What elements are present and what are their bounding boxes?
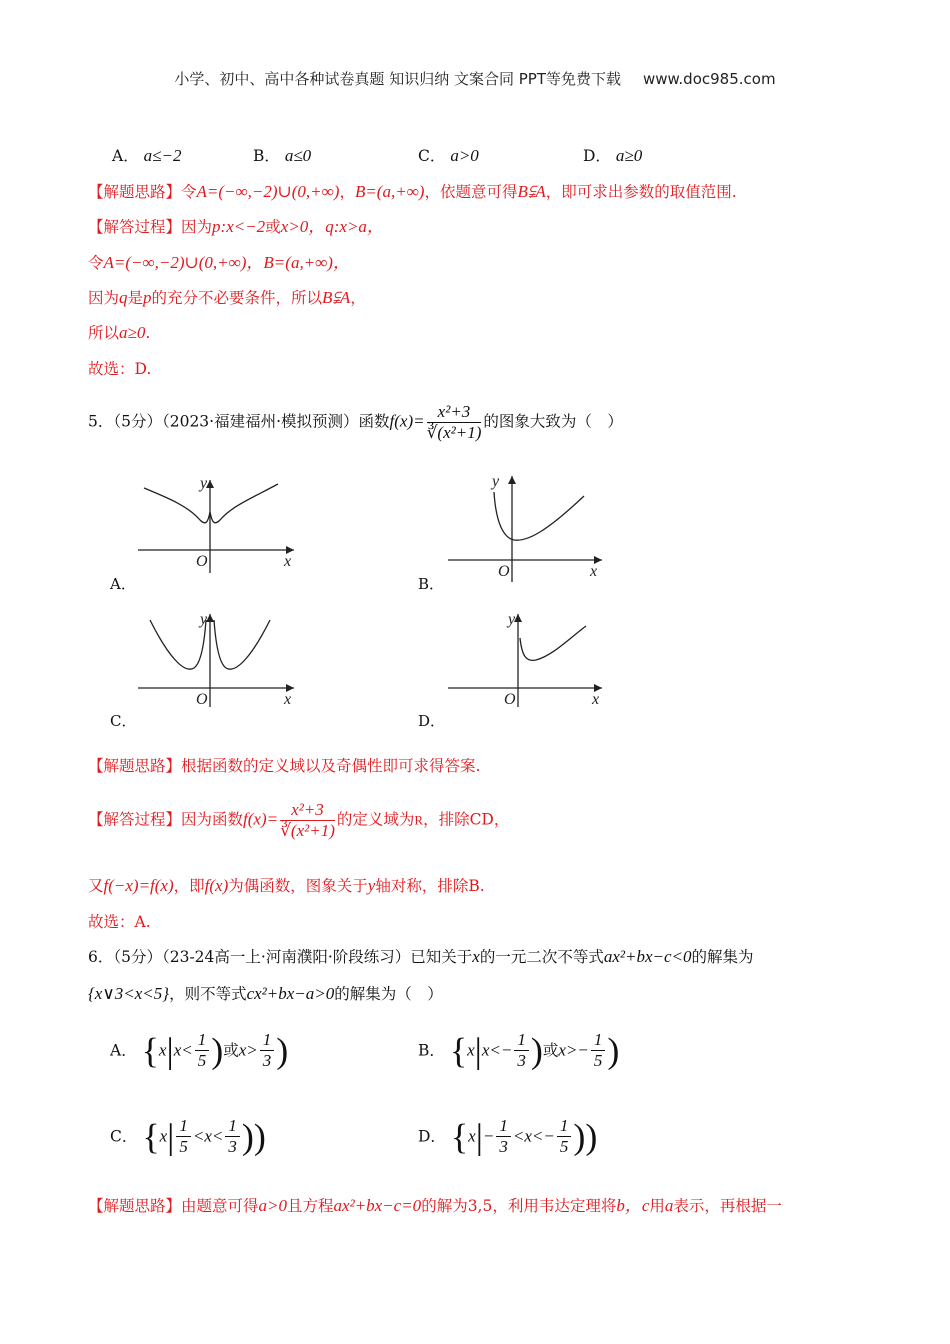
q4-solution-process-line3: 因为q是p的充分不必要条件，所以B⫋A， [88, 288, 366, 307]
q4-solution-process-line1: 【解答过程】因为p:x<−2或x>0，q:x>a， [88, 217, 384, 236]
q5-graph-c-label: C． [110, 712, 137, 730]
svg-text:y: y [200, 475, 208, 492]
q5-graph-c [138, 612, 298, 707]
q4-option-b: B． a≤0 [253, 146, 312, 165]
q6-stem-line1: 6．（5分）（23-24高一上·河南濮阳·阶段练习）已知关于x的一元二次不等式ax²+bx−c<0的解集为 [88, 947, 754, 966]
svg-text:x: x [590, 563, 598, 580]
header-site: www.doc985.com [642, 70, 776, 88]
q5-fraction: $\frac{\text{x²+3}}{\text{∛(x²+1)}}$ [426, 402, 482, 442]
q6-option-d: D． {x|− $\frac{1}{3}$ <x<− $\frac{1}{5}$ )) [418, 1116, 598, 1157]
q5-graph-a [138, 475, 298, 573]
svg-text:O: O [504, 691, 516, 708]
q6-option-a: A． {x|x< $\frac{1}{5}$ )或x> $\frac{1}{3}$ ) [110, 1030, 289, 1071]
q5-graph-b [448, 474, 608, 582]
page-header [0, 68, 950, 89]
svg-text:y: y [508, 611, 516, 628]
q6-option-c: C． {x| $\frac{1}{5}$ <x< $\frac{1}{3}$ )) [110, 1116, 266, 1157]
q4-option-c: C． a>0 [418, 146, 479, 165]
q4-answer: 故选：D. [88, 360, 152, 378]
q5-stem: 5．（5分）（2023·福建福州·模拟预测）函数f(x)= $\frac{\text{x²+3}}{\text{∛(x²+1)}}$ 的图象大致为（ ） [88, 402, 623, 442]
q4-solution-process-line4: 所以a≥0. [88, 323, 151, 342]
q5-solution-process-line2: 又f(−x)=f(x)，即f(x)为偶函数，图象关于y轴对称，排除B. [88, 876, 485, 895]
q4-option-d: D． a≥0 [583, 146, 643, 165]
q5-answer: 故选：A. [88, 913, 151, 931]
q4-solution-idea: 【解题思路】令A=(−∞,−2)∪(0,+∞)，B=(a,+∞)，依题意可得B⫋A，即可求出参数的取值范围. [88, 182, 737, 201]
svg-text:O: O [196, 553, 208, 570]
header-text: 小学、初中、高中各种试卷真题 知识归纳 文案合同 PPT等免费下载 [174, 70, 621, 88]
q5-solution-idea: 【解题思路】根据函数的定义域以及奇偶性即可求得答案. [88, 757, 481, 775]
svg-text:y: y [492, 473, 500, 490]
q6-solution-idea: 【解题思路】由题意可得a>0且方程ax²+bx−c=0的解为3,5，利用韦达定理将b，c用a表示，再根据一 [88, 1196, 782, 1215]
q5-graph-a-label: A． [110, 575, 136, 593]
q6-stem-line2: {x∨3<x<5}，则不等式cx²+bx−a>0的解集为（ ） [88, 984, 443, 1003]
q5-graph-b-label: B． [418, 575, 445, 593]
svg-text:O: O [498, 563, 510, 580]
svg-text:O: O [196, 691, 208, 708]
svg-text:y: y [200, 611, 208, 628]
q5-graph-d-label: D． [418, 712, 446, 730]
q5-graph-d [448, 612, 608, 707]
q6-option-b: B． {x|x<− $\frac{1}{3}$ )或x>− $\frac{1}{5}$ ) [418, 1030, 620, 1071]
q5-process-fraction: $\frac{\text{x²+3}}{\text{∛(x²+1)}}$ [280, 800, 335, 840]
q4-solution-process-line2: 令A=(−∞,−2)∪(0,+∞)，B=(a,+∞)， [88, 253, 350, 272]
svg-text:x: x [592, 691, 600, 708]
svg-text:x: x [284, 553, 292, 570]
q4-option-a: A． a≤−2 [112, 146, 182, 165]
svg-text:x: x [284, 691, 292, 708]
q5-solution-process-line1: 【解答过程】因为函数f(x)= $\frac{\text{x²+3}}{\text{∛(x²+1)}}$ 的定义域为R，排除CD， [88, 800, 510, 840]
